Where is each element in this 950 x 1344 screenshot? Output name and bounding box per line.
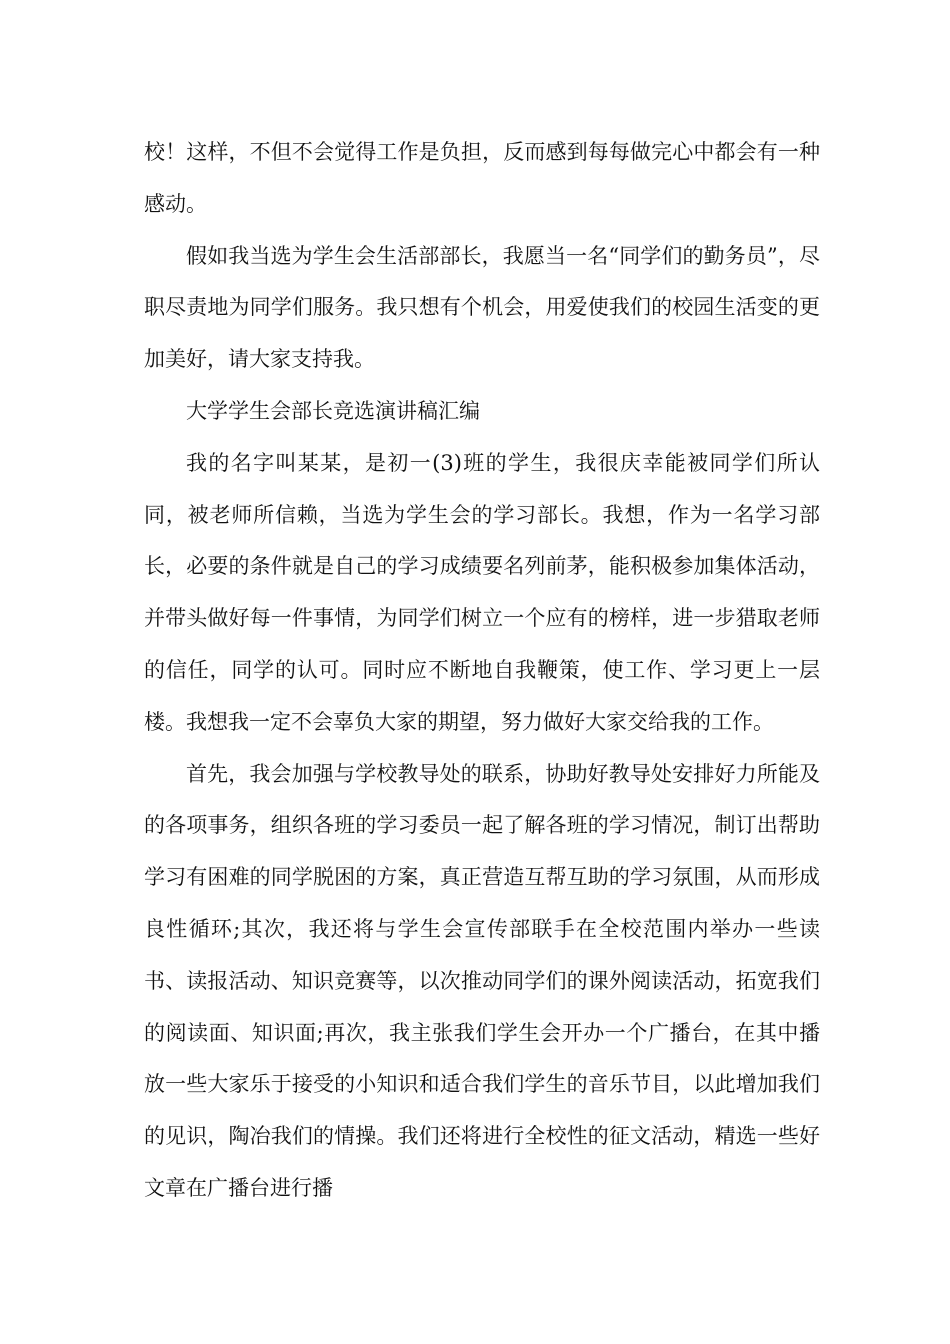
paragraph-plans: 首先，我会加强与学校教导处的联系，协助好教导处安排好力所能及的各项事务，组织各班的学习委员一起了解各班的学习情况，制订出帮助学习有困难的同学脱困的方案，真正营造互帮互助的学习氛围，从而形成良性循环;其次，我还将与学生会宣传部联手在全校范围内举办一些读书、读报活动、知识竞赛等，以次推动同学们的课外阅读活动，拓宽我们的阅读面、知识面;再次，我主张我们学生会开办一个广播台，在其中播放一些大家乐于接受的小知识和适合我们学生的音乐节目，以此增加我们的见识，陶冶我们的情操。我们还将进行全校性的征文活动，精选一些好文章在广播台进行播 — [144, 761, 820, 1200]
paragraph-introduction: 我的名字叫某某，是初一(3)班的学生，我很庆幸能被同学们所认同，被老师所信赖，当选为学生会的学习部长。我想，作为一名学习部长，必要的条件就是自己的学习成绩要名列前茅，能积极参加集体活动，并带头做好每一件事情，为同学们树立一个应有的榜样，进一步猎取老师的信任，同学的认可。同时应不断地自我鞭策，使工作、学习更上一层楼。我想我一定不会辜负大家的期望，努力做好大家交给我的工作。 — [144, 450, 820, 734]
paragraph-life-department: 假如我当选为学生会生活部部长，我愿当一名“同学们的勤务员”，尽职尽责地为同学们服务。我只想有个机会，用爱使我们的校园生活变的更加美好，请大家支持我。 — [144, 243, 820, 372]
paragraph-continuation: 校！这样，不但不会觉得工作是负担，反而感到每每做完心中都会有一种感动。 — [144, 140, 820, 216]
section-heading: 大学学生会部长竞选演讲稿汇编 — [186, 398, 480, 423]
document-body — [144, 127, 820, 1215]
